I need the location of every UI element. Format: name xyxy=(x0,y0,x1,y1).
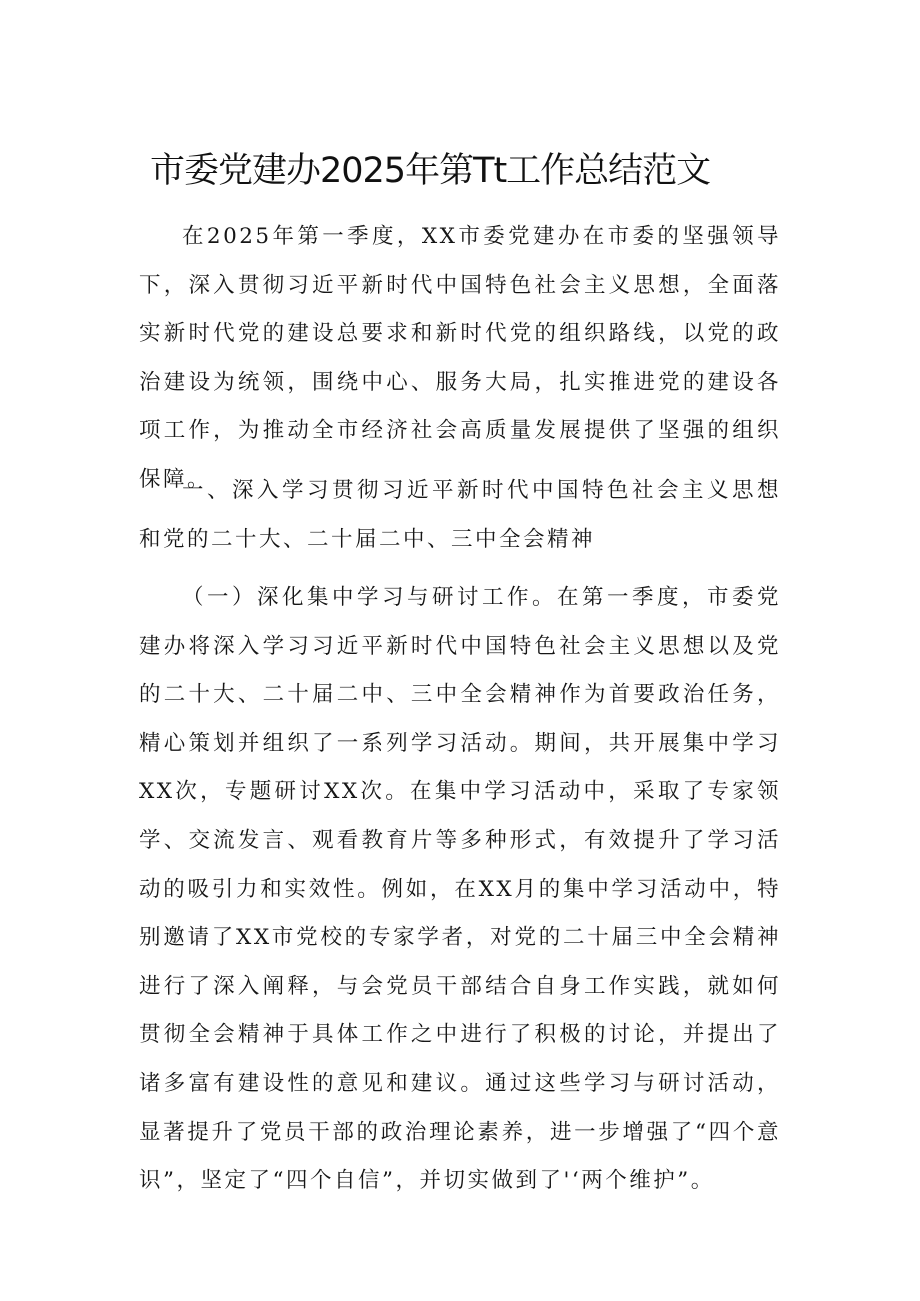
document-title: 市委党建办2025年第Tt工作总结范文 xyxy=(150,151,711,191)
section-heading: 一、深入学习贯彻习近平新时代中国特色社会主义思想和党的二十大、二十届二中、三中全会精神 xyxy=(139,478,781,552)
intro-paragraph: 在2025年第一季度，XX市委党建办在市委的坚强领导下，深入贯彻习近平新时代中国特色社会主义思想，全面落实新时代党的建设总要求和新时代党的组织路线，以党的政治建设为统领，围绕中心、服务大局，扎实推进党的建设各项工作，为推动全市经济社会高质量发展提供了坚强的组织保障。 xyxy=(139,224,781,492)
subsection-paragraph: （一）深化集中学习与研讨工作。在第一季度，市委党建办将深入学习习近平新时代中国特色社会主义思想以及党的二十大、二十届二中、三中全会精神作为首要政治任务，精心策划并组织了一系列学习活动。期间，共开展集中学习XX次，专题研讨XX次。在集中学习活动中，采取了专家领学、交流发言、观看教育片等多种形式，有效提升了学习活动的吸引力和实效性。例如，在XX月的集中学习活动中，特别邀请了XX市党校的专家学者，对党的二十届三中全会精神进行了深入阐释，与会党员干部结合自身工作实践，就如何贯彻全会精神于具体工作之中进行了积极的讨论，并提出了诸多富有建设性的意见和建议。通过这些学习与研讨活动，显著提升了党员干部的政治理论素养，进一步增强了“四个意识”，坚定了“四个自信”，并切实做到了'‘两个维护”。 xyxy=(139,585,781,1194)
